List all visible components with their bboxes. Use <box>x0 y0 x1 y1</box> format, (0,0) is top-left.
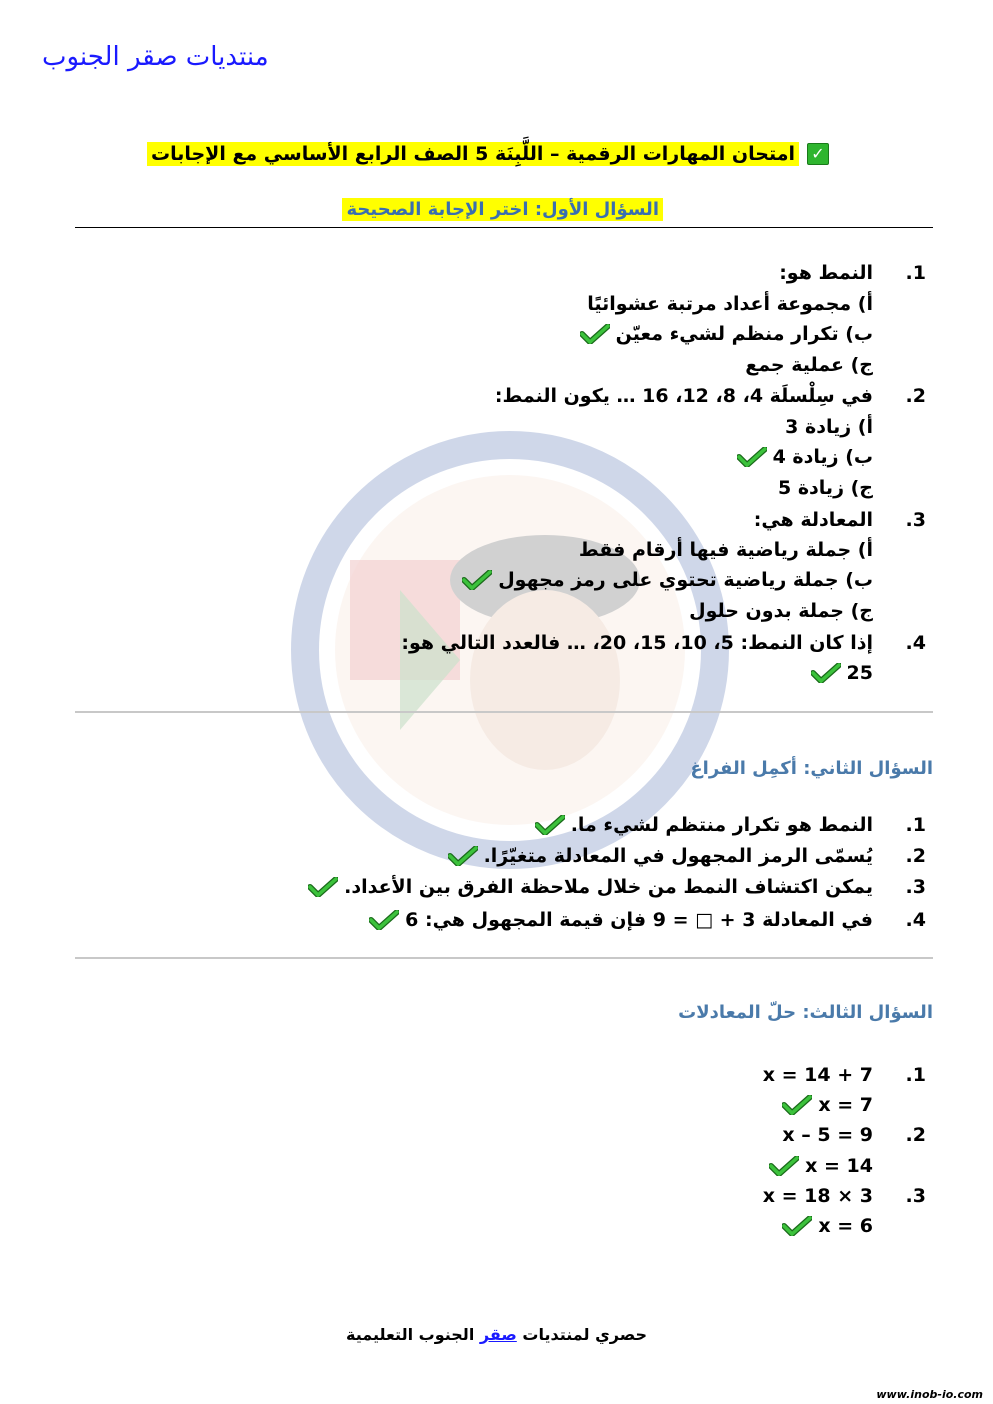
q1-option-b <box>580 323 873 345</box>
check-icon <box>535 815 565 835</box>
s2-item2 <box>448 845 873 867</box>
check-icon <box>462 570 492 590</box>
q4-answer <box>811 662 873 684</box>
forum-name: منتديات صقر الجنوب <box>42 42 269 72</box>
footer-text-before: حصري لمنتديات <box>516 1325 647 1344</box>
s3-ans3-text: x = 6 <box>818 1215 873 1237</box>
s2-item2-number: .2 <box>905 845 926 867</box>
q3-option-c: ج) جملة بدون حلول <box>689 600 873 622</box>
q4-question: إذا كان النمط: 5، 10، 15، 20، … فالعدد التالي هو: <box>401 632 873 654</box>
q3-option-b-text: ب) جملة رياضية تحتوي على رمز مجهول <box>498 569 873 591</box>
check-icon <box>369 910 399 930</box>
check-icon <box>308 877 338 897</box>
check-icon <box>782 1095 812 1115</box>
q4-number: .4 <box>905 632 926 654</box>
s3-ans2 <box>769 1155 873 1177</box>
s2-item1-text: النمط هو تكرار منتظم لشيء ما. <box>570 814 873 836</box>
check-icon <box>448 846 478 866</box>
s3-ans1-text: x = 7 <box>818 1094 873 1116</box>
divider-1 <box>75 227 933 228</box>
s2-item4 <box>369 909 873 931</box>
s2-item3-number: .3 <box>905 876 926 898</box>
check-box-icon: ✓ <box>807 143 829 165</box>
s3-eq2-number: .2 <box>905 1124 926 1146</box>
s2-item4-text: في المعادلة 3 + □ = 9 فإن قيمة المجهول هي: 6 <box>405 909 873 931</box>
q3-question: المعادلة هي: <box>753 509 873 531</box>
s3-eq3-number: .3 <box>905 1185 926 1207</box>
q1-option-b-text: ب) تكرار منظم لشيء معيّن <box>615 323 873 345</box>
check-icon <box>737 447 767 467</box>
footer-link[interactable]: صقر <box>479 1325 517 1344</box>
q4-answer-text: 25 <box>846 662 873 684</box>
site-url: www.inob-io.com <box>876 1388 983 1401</box>
check-icon <box>769 1156 799 1176</box>
check-icon <box>782 1216 812 1236</box>
s3-ans1 <box>782 1094 873 1116</box>
section1-heading: السؤال الأول: اختر الإجابة الصحيحة <box>342 198 663 221</box>
q1-question: النمط هو: <box>779 262 873 284</box>
q1-number: .1 <box>905 262 926 284</box>
exam-title-text: امتحان المهارات الرقمية – اللَّبِنَة 5 الصف الرابع الأساسي مع الإجابات <box>147 142 799 166</box>
q2-option-b <box>737 446 873 468</box>
s2-item2-text: يُسمّى الرمز المجهول في المعادلة متغيّرًا. <box>483 845 873 867</box>
check-icon <box>811 663 841 683</box>
q2-option-a: أ) زيادة 3 <box>785 416 873 438</box>
q2-option-b-text: ب) زيادة 4 <box>772 446 873 468</box>
divider-3 <box>75 957 933 959</box>
s3-ans2-text: x = 14 <box>805 1155 873 1177</box>
q2-option-c: ج) زيادة 5 <box>777 477 873 499</box>
q2-question: في سِلْسلَة 4، 8، 12، 16 … يكون النمط: <box>494 385 873 407</box>
divider-2 <box>75 711 933 713</box>
q2-number: .2 <box>905 385 926 407</box>
q3-number: .3 <box>905 509 926 531</box>
q3-option-a: أ) جملة رياضية فيها أرقام فقط <box>578 539 873 561</box>
exam-title <box>147 142 829 166</box>
s2-item3 <box>308 876 873 898</box>
footer-text-after: الجنوب التعليمية <box>345 1325 480 1344</box>
s3-eq3: x = 18 × 3 <box>762 1185 873 1207</box>
q3-option-b <box>462 569 873 591</box>
s3-eq1: x = 14 + 7 <box>762 1064 873 1086</box>
section3-heading: السؤال الثالث: حلّ المعادلات <box>678 1002 933 1023</box>
q1-option-a: أ) مجموعة أعداد مرتبة عشوائيًا <box>587 293 873 315</box>
s2-item4-number: .4 <box>905 909 926 931</box>
s2-item1-number: .1 <box>905 814 926 836</box>
s3-eq2: x – 5 = 9 <box>782 1124 873 1146</box>
footer <box>0 1325 993 1344</box>
s2-item3-text: يمكن اكتشاف النمط من خلال ملاحظة الفرق بين الأعداد. <box>344 876 873 898</box>
q1-option-c: ج) عملية جمع <box>745 354 873 376</box>
section2-heading: السؤال الثاني: أكمِل الفراغ <box>690 758 933 779</box>
s3-ans3 <box>782 1215 873 1237</box>
check-icon <box>580 324 610 344</box>
s3-eq1-number: .1 <box>905 1064 926 1086</box>
s2-item1 <box>535 814 873 836</box>
